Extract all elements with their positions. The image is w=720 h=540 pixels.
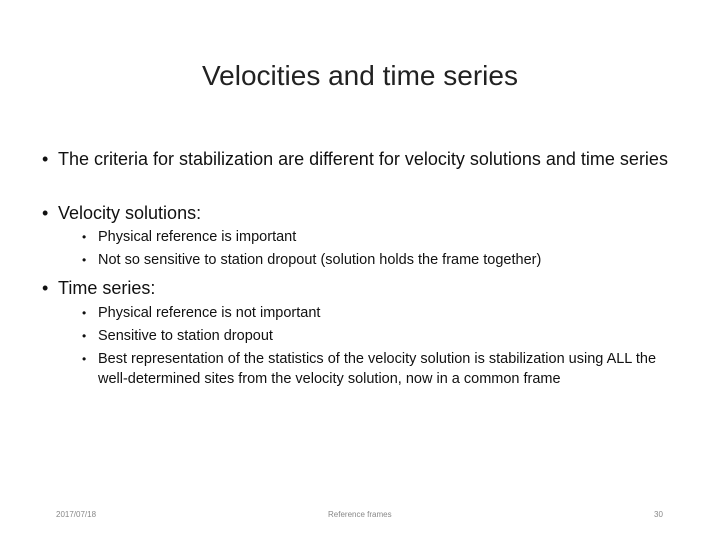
page-number: 30 [654,510,663,519]
footer-title: Reference frames [328,510,392,519]
bullet-time-series: • Time series: [42,277,698,299]
bullet-criteria: • The criteria for stabilization are different for velocity solutions and time series [42,148,698,170]
sub-bullet: • Sensitive to station dropout [72,326,678,346]
sub-bullet: • Physical reference is not important [72,303,678,323]
bullet-velocity-solutions: • Velocity solutions: [42,202,698,224]
slide-title: Velocities and time series [202,60,518,91]
sub-bullet: • Not so sensitive to station dropout (solution holds the frame together) [72,250,678,270]
sub-bullet: • Best representation of the statistics of the velocity solution is stabilization using ALL the well-determined sites from the velocity solution, now in a common frame [72,349,678,389]
sub-bullet: • Physical reference is important [72,227,678,247]
footer-date: 2017/07/18 [56,510,97,519]
